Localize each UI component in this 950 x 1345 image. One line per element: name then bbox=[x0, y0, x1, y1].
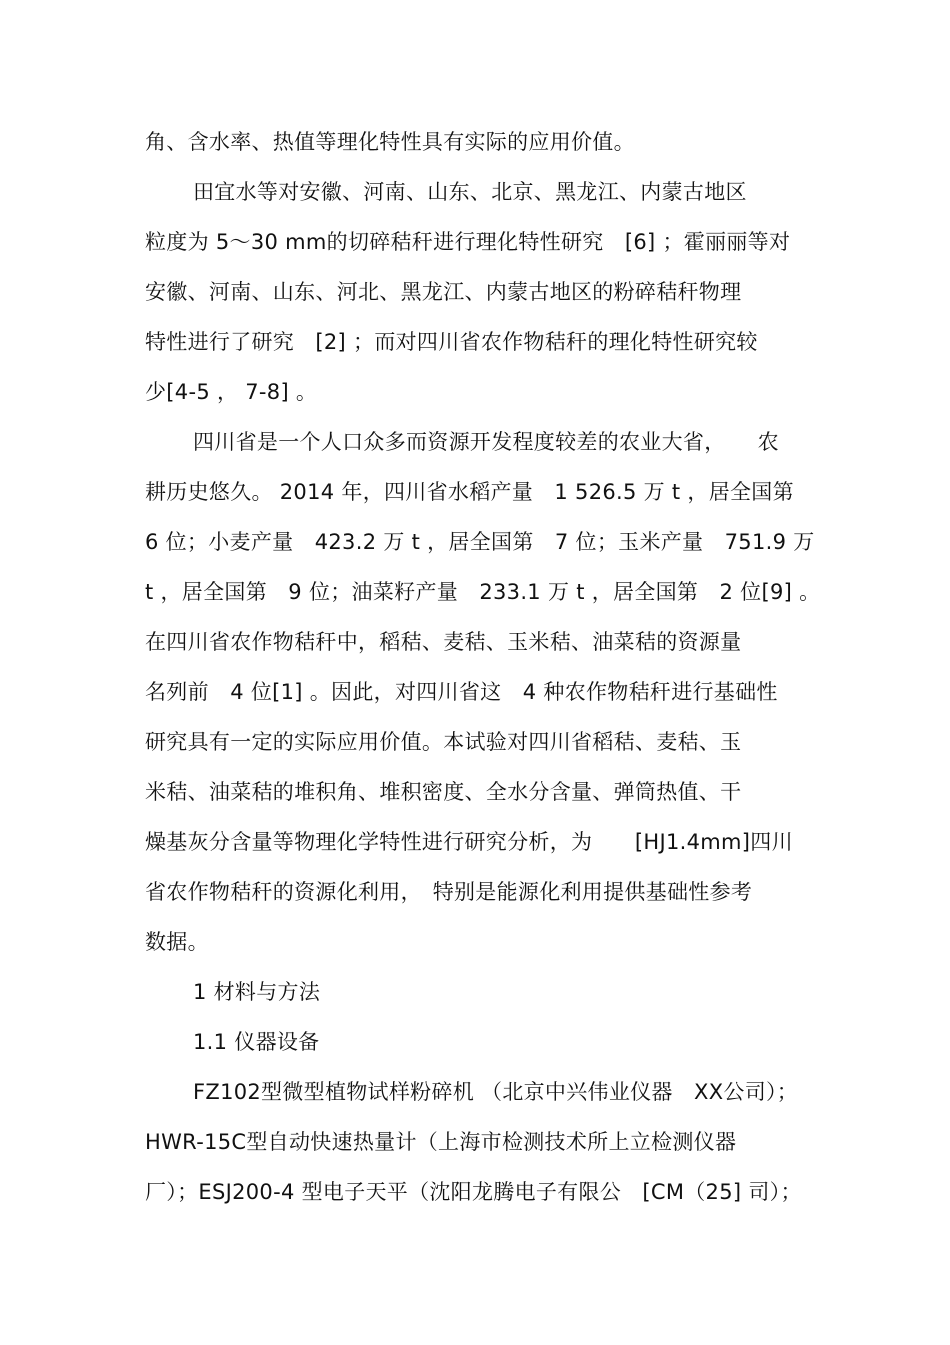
text-line: 田宜水等对安徽、河南、山东、北京、黑龙江、内蒙古地区 bbox=[193, 180, 747, 204]
text-line: 数据。 bbox=[145, 930, 209, 954]
text-line: 安徽、河南、山东、河北、黑龙江、内蒙古地区的粉碎秸秆物理 bbox=[145, 280, 742, 304]
text-line: 在四川省农作物秸秆中，稻秸、麦秸、玉米秸、油菜秸的资源量 bbox=[145, 630, 742, 654]
text-line: FZ102型微型植物试样粉碎机 （北京中兴伟业仪器 XX公司）； bbox=[193, 1080, 799, 1104]
text-line: 省农作物秸秆的资源化利用， 特别是能源化利用提供基础性参考 bbox=[145, 880, 753, 904]
text-line: 米秸、油菜秸的堆积角、堆积密度、全水分含量、弹筒热值、干 bbox=[145, 780, 742, 804]
text-line: 少[4-5 ， 7-8] 。 bbox=[145, 380, 318, 404]
text-line: 耕历史悠久。 2014 年，四川省水稻产量 1 526.5 万 t ，居全国第 bbox=[145, 480, 794, 504]
subsection-heading: 1.1 仪器设备 bbox=[193, 1030, 320, 1054]
text-line: 名列前 4 位[1] 。因此，对四川省这 4 种农作物秸秆进行基础性 bbox=[145, 680, 778, 704]
text-line: 粒度为 5～30 mm的切碎秸秆进行理化特性研究 [6] ；霍丽丽等对 bbox=[145, 230, 791, 254]
text-line: 角、含水率、热值等理化特性具有实际的应用价值。 bbox=[145, 130, 635, 154]
text-line: 6 位；小麦产量 423.2 万 t ，居全国第 7 位；玉米产量 751.9 万 bbox=[145, 530, 815, 554]
text-line: 研究具有一定的实际应用价值。本试验对四川省稻秸、麦秸、玉 bbox=[145, 730, 742, 754]
text-line: t ，居全国第 9 位；油菜籽产量 233.1 万 t ，居全国第 2 位[9] 。 bbox=[145, 580, 821, 604]
section-heading: 1 材料与方法 bbox=[193, 980, 321, 1004]
text-line: 厂）；ESJ200-4 型电子天平（沈阳龙腾电子有限公 [CM（25] 司）； bbox=[145, 1180, 802, 1204]
text-line: 燥基灰分含量等物理化学特性进行研究分析，为 [HJ1.4mm]四川 bbox=[145, 830, 793, 854]
text-line: HWR-15C型自动快速热量计（上海市检测技术所上立检测仪器 bbox=[145, 1130, 737, 1154]
text-line: 四川省是一个人口众多而资源开发程度较差的农业大省， 农 bbox=[193, 430, 779, 454]
text-line: 特性进行了研究 [2] ；而对四川省农作物秸秆的理化特性研究较 bbox=[145, 330, 758, 354]
